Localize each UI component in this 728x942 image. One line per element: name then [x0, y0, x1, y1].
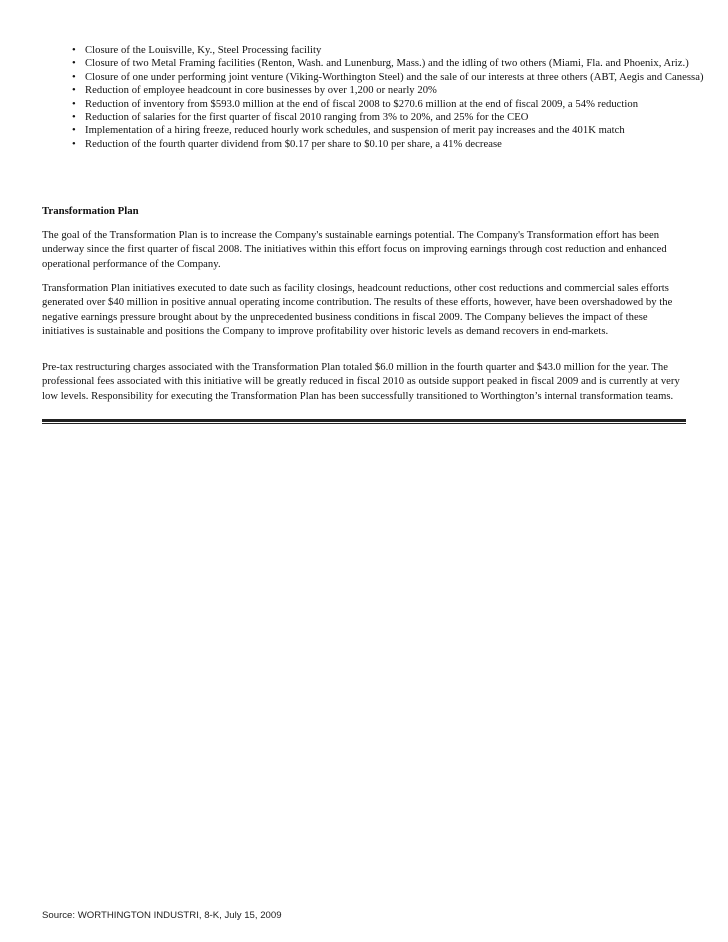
list-item: [72, 124, 722, 137]
bullet-list: [72, 44, 722, 151]
paragraph: The goal of the Transformation Plan is to increase the Company's sustainable earnings potential. The Company's Transformation effort has been underway since the first quarter of fiscal 2008. The initiatives within this effort focus on improving earnings through cost reduction and enhanced operational performance of the Company.: [42, 230, 667, 270]
bullet-icon: •: [72, 85, 76, 97]
bullet-text: Closure of one under performing joint venture (Viking-Worthington Steel) and the sale of our interests at three others (ABT, Aegis and Canessa): [85, 71, 704, 83]
paragraph: Pre-tax restructuring charges associated with the Transformation Plan totaled $6.0 million in the fourth quarter and $43.0 million for the year. The professional fees associated with this initiative will be greatly reduced in fiscal 2010 as outside support peaked in fiscal 2009 and is currently at very low levels. Responsibility for executing the Transformation Plan has been successfully transitioned to Worthington’s internal transformation teams.: [42, 362, 680, 402]
bullet-text: Closure of two Metal Framing facilities (Renton, Wash. and Lunenburg, Mass.) and the idling of two others (Miami, Fla. and Phoenix, Ariz.): [85, 58, 689, 70]
bullet-icon: •: [72, 45, 76, 56]
bullet-icon: •: [72, 98, 76, 110]
list-item: [72, 71, 722, 84]
section-heading: Transformation Plan: [42, 205, 139, 217]
bullet-text: Reduction of the fourth quarter dividend from $0.17 per share to $0.10 per share, a 41% decrease: [85, 138, 502, 150]
list-item: [72, 57, 722, 70]
bullet-text: Implementation of a hiring freeze, reduced hourly work schedules, and suspension of merit pay increases and the 401K match: [85, 125, 625, 137]
list-item: [72, 138, 722, 151]
section-divider: [42, 419, 686, 422]
list-item: [72, 98, 722, 111]
source-footer: Source: WORTHINGTON INDUSTRI, 8-K, July 15, 2009: [42, 910, 282, 921]
bullet-text: Closure of the Louisville, Ky., Steel Processing facility: [85, 45, 322, 56]
bullet-icon: •: [72, 58, 76, 70]
list-item: [72, 111, 722, 124]
paragraph: Transformation Plan initiatives executed to date such as facility closings, headcount reductions, other cost reductions and commercial sales efforts generated over $40 million in positive annual operating income contribution. The results of these efforts, however, have been overshadowed by the negative earnings pressure brought about by the unprecedented business conditions in fiscal 2009. The Company believes the impact of these initiatives is sustainable and positions the Company to improve profitability over historic levels as demand recovers in end-markets.: [42, 283, 673, 338]
bullet-icon: •: [72, 71, 76, 83]
list-item: [72, 84, 722, 97]
bullet-text: Reduction of inventory from $593.0 million at the end of fiscal 2008 to $270.6 million at the end of fiscal 2009, a 54% reduction: [85, 98, 639, 110]
bullet-icon: •: [72, 125, 76, 137]
list-item: [72, 44, 722, 57]
bullet-icon: •: [72, 138, 76, 150]
bullet-icon: •: [72, 112, 76, 124]
bullet-text: Reduction of employee headcount in core businesses by over 1,200 or nearly 20%: [85, 85, 437, 97]
bullet-text: Reduction of salaries for the first quarter of fiscal 2010 ranging from 3% to 20%, and 25% for the CEO: [85, 112, 529, 124]
section-divider: [42, 423, 686, 424]
